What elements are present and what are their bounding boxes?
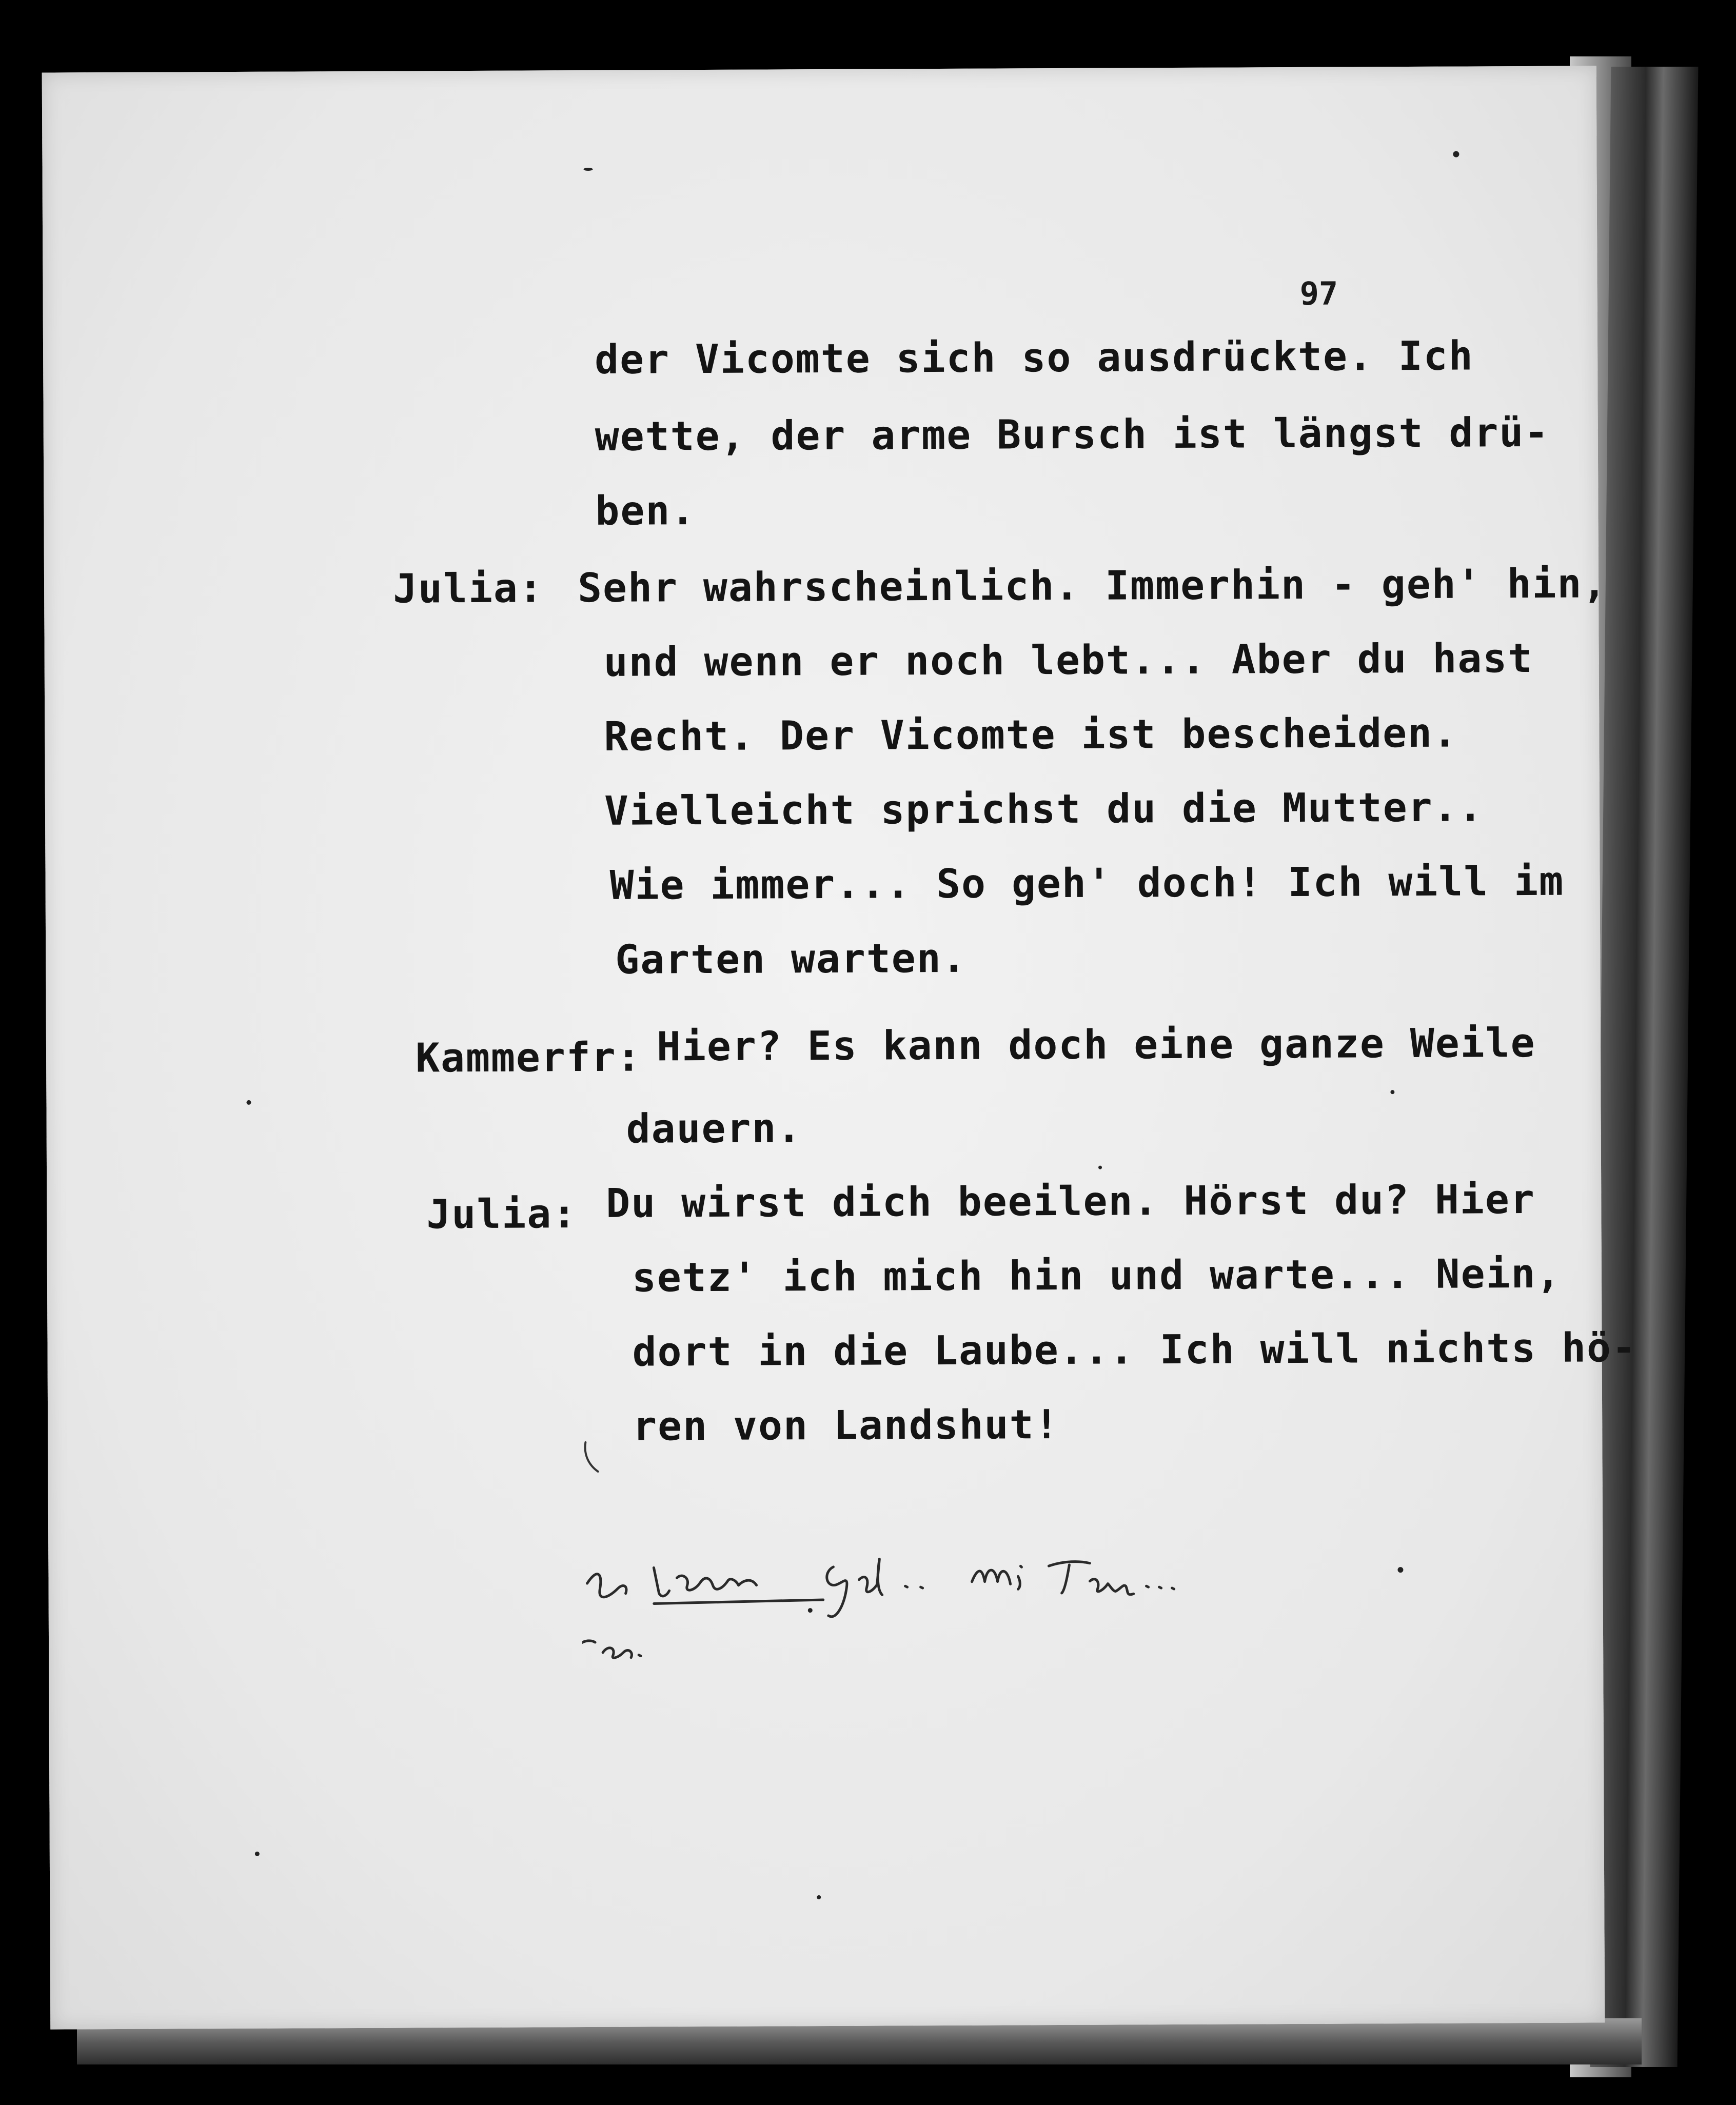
typescript-page: [42, 66, 1638, 2029]
script-line: ben.: [595, 488, 696, 534]
script-line: ren von Landshut!: [633, 1401, 1060, 1450]
handwritten-annotation: [582, 1544, 1342, 1681]
script-line: und wenn er noch lebt... Aber du hast: [603, 635, 1533, 686]
script-line: dort in die Laube... Ich will nichts hö-: [632, 1325, 1638, 1376]
ink-speck: [817, 1895, 821, 1899]
script-line: Vielleicht sprichst du die Mutter..: [604, 784, 1484, 835]
ink-speck: [1098, 1166, 1102, 1169]
script-line: Recht. Der Vicomte ist bescheiden.: [604, 710, 1458, 760]
script-line: Garten warten.: [615, 935, 967, 983]
ink-speck: [255, 1852, 260, 1856]
ink-speck: [808, 1608, 813, 1613]
speaker-label: Kammerfr:: [415, 1034, 642, 1082]
script-line: dauern.: [626, 1105, 802, 1153]
pencil-mark: [581, 1440, 602, 1476]
speaker-label: Julia:: [392, 565, 544, 612]
script-line: Sehr wahrscheinlich. Immerhin - geh' hin,: [577, 561, 1608, 612]
script-line: Hier? Es kann doch eine ganze Weile: [656, 1020, 1536, 1070]
ink-speck: [246, 1100, 251, 1105]
script-line: setz' ich mich hin und warte... Nein,: [632, 1250, 1562, 1301]
page-number: 97: [1299, 274, 1338, 312]
script-line: Wie immer... So geh' doch! Ich will im: [609, 858, 1565, 909]
speaker-label: Julia:: [426, 1191, 578, 1238]
ink-speck: [1390, 1090, 1394, 1094]
script-line: der Vicomte sich so ausdrückte. Ich: [594, 333, 1474, 383]
ink-speck: [1453, 151, 1459, 157]
script-line: wette, der arme Bursch ist längst drü-: [595, 409, 1550, 460]
ink-speck: [584, 168, 593, 171]
ink-speck: [1397, 1567, 1403, 1573]
script-line: Du wirst dich beeilen. Hörst du? Hier: [606, 1176, 1536, 1227]
